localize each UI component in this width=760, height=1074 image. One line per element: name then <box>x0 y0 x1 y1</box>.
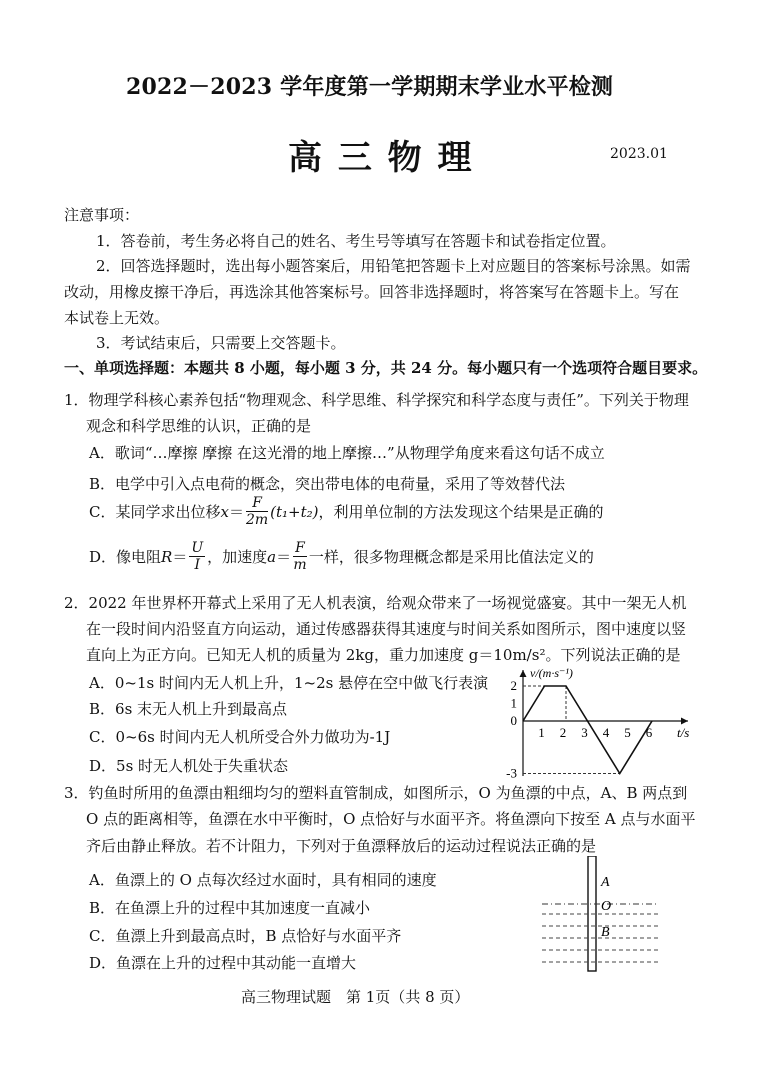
exam-date: 2023.01 <box>610 146 668 162</box>
subject-title: 高 三 物 理 <box>288 138 474 178</box>
q1-c-denominator: 2m <box>245 512 269 528</box>
point-o-label: O <box>601 899 612 914</box>
q3-stem-line2: O 点的距离相等，鱼漂在水中平衡时，O 点恰好与水面平齐。将鱼漂向下按至 A 点与水面平 <box>86 810 696 828</box>
q3-option-d: D．鱼漂在上升的过程中其动能一直增大 <box>89 954 357 972</box>
page-footer: 高三物理试题 第 1页（共 8 页） <box>241 988 470 1006</box>
y-axis-label: v/(m·s⁻¹) <box>530 666 573 680</box>
q1-c-fraction <box>246 496 268 527</box>
x-tick-label: 3 <box>581 725 588 740</box>
q1-c-var-x: x <box>220 502 229 521</box>
q2-option-b: B．6s 末无人机上升到最高点 <box>89 700 288 718</box>
q1-d-denominator-1: I <box>194 557 201 573</box>
y-tick-label: 2 <box>510 678 517 693</box>
notice-item-2-cont: 改动，用橡皮擦干净后，再选涂其他答案标号。回答非选择题时，将答案写在答题卡上。写在 <box>64 283 680 301</box>
q2-stem-line2: 在一段时间内沿竖直方向运动，通过传感器获得其速度与时间关系如图所示，图中速度以竖 <box>86 620 687 638</box>
notice-item-2-end: 本试卷上无效。 <box>64 309 170 327</box>
q1-c-suffix: ，利用单位制的方法发现这个结果是正确的 <box>318 503 604 521</box>
x-tick-label: 6 <box>645 725 653 740</box>
point-a-label: A <box>601 875 610 890</box>
exam-title: 2022－2023 学年度第一学期期末学业水平检测 <box>126 74 614 100</box>
x-tick-label: 2 <box>559 725 567 740</box>
x-tick-label: 4 <box>602 725 610 740</box>
tick-labels <box>506 678 653 781</box>
q1-d-numerator-2: F <box>295 540 305 556</box>
y-tick-label: 0 <box>510 713 517 728</box>
q2-option-a: A．0~1s 时间内无人机上升，1~2s 悬停在空中做飞行表演 <box>89 674 489 692</box>
q2-option-d: D．5s 时无人机处于失重状态 <box>89 757 289 775</box>
q1-d-suffix: 一样，很多物理概念都是采用比值法定义的 <box>308 548 594 566</box>
q1-option-a: A．歌词“…摩擦 摩擦 在这光滑的地上摩擦…”从物理学角度来看这句话不成立 <box>89 444 605 462</box>
q1-stem-line2: 观念和科学思维的认识，正确的是 <box>86 417 312 435</box>
q1-c-numerator: F <box>246 496 268 512</box>
q3-option-a: A．鱼漂上的 O 点每次经过水面时，具有相同的速度 <box>89 871 437 889</box>
q3-stem-line1: 3．钓鱼时所用的鱼漂由粗细均匀的塑料直管制成，如图所示，O 为鱼漂的中点，A、B 两点到 <box>64 784 688 802</box>
q1-stem-line1: 1．物理学科核心素养包括“物理观念、科学思维、科学探究和科学态度与责任”。下列关于物理 <box>64 391 689 409</box>
q2-option-c: C．0~6s 时间内无人机所受合外力做功为-1J <box>89 728 391 746</box>
notice-item-3: 3．考试结束后，只需要上交答题卡。 <box>96 334 346 352</box>
section-heading: 一、单项选择题：本题共 8 小题，每小题 3 分，共 24 分。每小题只有一个选项符合题目要求。 <box>64 359 708 377</box>
q1-d-middle: ，加速度 <box>207 548 268 566</box>
q3-float-figure <box>540 856 670 976</box>
q1-d-equals: ＝ <box>172 548 188 566</box>
q1-d-var-r: R <box>161 547 173 566</box>
q1-d-denominator-2: m <box>293 557 307 573</box>
notice-item-2: 2．回答选择题时，选出每小题答案后，用铅笔把答题卡上对应题目的答案标号涂黑。如需 <box>96 257 691 275</box>
q1-c-equals: ＝ <box>228 503 244 521</box>
q3-option-c: C．鱼漂上升到最高点时，B 点恰好与水面平齐 <box>89 927 402 945</box>
x-tick-label: 1 <box>538 725 545 740</box>
notice-heading: 注意事项： <box>64 206 140 224</box>
q1-option-b: B．电学中引入点电荷的概念，突出带电体的电荷量，采用了等效替代法 <box>89 475 566 493</box>
q1-option-d <box>89 541 594 572</box>
q2-stem-line1: 2．2022 年世界杯开幕式上采用了无人机表演，给观众带来了一场视觉盛宴。其中一架无人机 <box>64 594 687 612</box>
x-tick-label: 5 <box>624 725 631 740</box>
q3-stem-line3: 齐后由静止释放。若不计阻力，下列对于鱼漂释放后的运动过程说法正确的是 <box>86 837 597 855</box>
q1-d-var-a: a <box>267 547 277 566</box>
y-tick-label: -3 <box>506 765 517 781</box>
q1-d-fraction-2 <box>293 541 307 572</box>
q1-d-numerator-1: U <box>191 540 204 556</box>
q1-d-equals-2: ＝ <box>276 548 292 566</box>
point-b-label: B <box>601 925 610 940</box>
q1-d-prefix: D．像电阻 <box>89 548 162 566</box>
q3-option-b: B．在鱼漂上升的过程中其加速度一直减小 <box>89 899 371 917</box>
x-axis-label: t/s <box>677 725 690 740</box>
q2-vt-graph <box>490 664 700 784</box>
notice-item-1: 1．答卷前，考生务必将自己的姓名、考生号等填写在答题卡和试卷指定位置。 <box>96 232 616 250</box>
q2-stem-line3: 直向上为正方向。已知无人机的质量为 2kg，重力加速度 g＝10m/s²。下列说法正确的是 <box>86 646 681 664</box>
q1-c-prefix: C．某同学求出位移 <box>89 503 221 521</box>
q1-option-c <box>89 496 604 527</box>
y-tick-label: 1 <box>510 695 517 711</box>
q1-d-fraction-1 <box>189 541 205 572</box>
q1-c-paren: (t₁+t₂) <box>270 502 319 521</box>
